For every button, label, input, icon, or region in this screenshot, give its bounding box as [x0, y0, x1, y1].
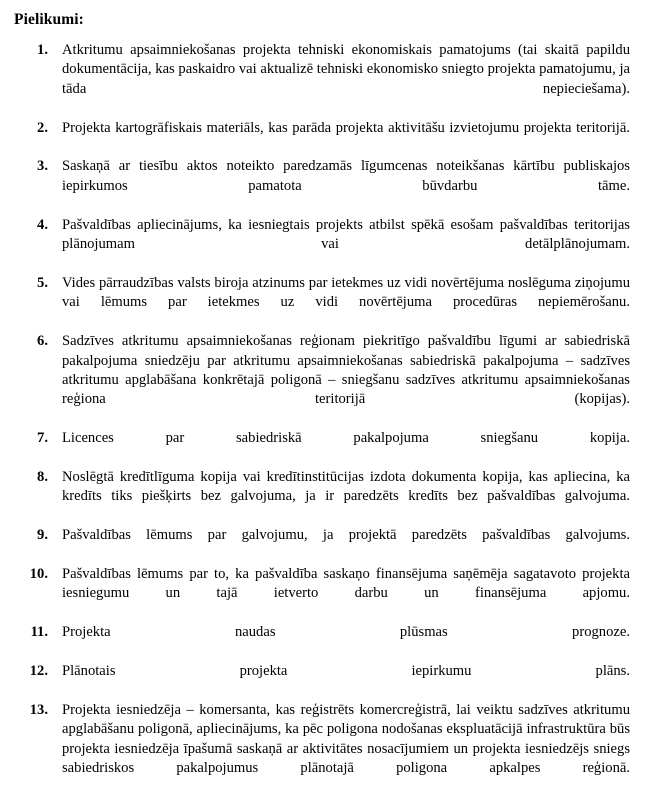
list-item-number: 1.: [37, 42, 48, 58]
list-item: [0, 332, 645, 429]
list-item-text: Vides pārraudzības valsts biroja atzinums par ietekmes uz vidi novērtējuma noslēguma ziņojumu vai lēmums par ietekmes uz vidi novērtējuma procedūras nepiemērošanu.: [62, 274, 630, 311]
list-item-number: 9.: [37, 527, 48, 544]
list-item-text: Plānotais projekta iepirkumu plāns.: [62, 663, 630, 679]
list-item: [0, 119, 645, 158]
list-item-text: Sadzīves atkritumu apsaimniekošanas reģionam piekritīgo pašvaldību līgumi ar sabiedriskā pakalpojuma sniedzēju par atkritumu apsaimniekošanas sabiedriskā pakalpojuma – sadzīves atkritumu apglabāšana konkrētajā poligonā – sniegšanu sadzīves atkritumu apsaimniekošanas reģiona teritorijā (kopijas).: [62, 333, 630, 408]
list-item-text: Pašvaldības apliecinājums, ka iesniegtais projekts atbilst spēkā esošam pašvaldības teritorijas plānojumam vai detālplānojumam.: [62, 216, 630, 253]
list-item: [0, 662, 645, 701]
list-item: [0, 623, 645, 662]
list-item: [0, 429, 645, 468]
list-item: [0, 468, 645, 526]
list-item-text: Projekta naudas plūsmas prognoze.: [62, 624, 630, 641]
page-title: Pielikumi:: [14, 11, 84, 28]
list-item: [0, 274, 645, 332]
list-item-text: Licences par sabiedriskā pakalpojuma sniegšanu kopija.: [62, 430, 630, 447]
list-item: [0, 216, 645, 274]
list-item-text: Projekta iesniedzēja – komersanta, kas reģistrēts komercreģistrā, lai veiktu sadzīves atkritumu apglabāšanu poligonā, apliecinājums, ka pēc poligona nodošanas ekspluatācijā infrastruktūra būs projekta iesniedzēja īpašumā saskaņā ar aktivitātes nosacījumiem un projekta iesniedzējs sniegs sabiedriskos pakalpojumus plānotajā poligona apkalpes reģionā.: [62, 701, 630, 777]
list-item-text: Pašvaldības lēmums par galvojumu, ja projektā paredzēts pašvaldības galvojums.: [62, 527, 630, 544]
list-item-number: 12.: [29, 663, 48, 679]
list-item-text: Pašvaldības lēmums par to, ka pašvaldība saskaņo finansējuma saņēmēja sagatavoto projekta iesniegumu un tajā ietverto darbu un finansējuma apjomu.: [62, 565, 630, 602]
list-item-number: 4.: [37, 216, 48, 233]
list-item-number: 5.: [37, 274, 48, 291]
list-item-text: Atkritumu apsaimniekošanas projekta tehniski ekonomiskais pamatojums (tai skaitā papildu dokumentācija, kas paskaidro vai aktualizē tehniski ekonomisko sniegto projekta pamatojumu, ja tāda nepieciešama).: [62, 42, 630, 97]
list-item: [0, 565, 645, 623]
list-item: [0, 526, 645, 565]
list-item-number: 3.: [37, 158, 48, 175]
list-item: [0, 157, 645, 215]
list-item-number: 6.: [37, 333, 48, 350]
list-item-number: 8.: [37, 468, 48, 485]
list-item: [0, 701, 645, 798]
list-item: [0, 41, 645, 119]
list-item-text: Noslēgtā kredītlīguma kopija vai kredītinstitūcijas izdota dokumenta kopija, kas apliecina, ka kredīts tiks piešķirts bez galvojuma, ja ir paredzēts kredīts bez pašvaldības galvojuma.: [62, 468, 630, 505]
list-item-number: 10.: [29, 565, 48, 582]
list-item-number: 11.: [30, 624, 48, 641]
list-item-text: Saskaņā ar tiesību aktos noteikto paredzamās līgumcenas noteikšanas kārtību publiskajos iepirkumos pamatota būvdarbu tāme.: [62, 158, 630, 194]
list-item-text: Projekta kartogrāfiskais materiāls, kas parāda projekta aktivitāšu izvietojumu projekta teritorijā.: [62, 119, 630, 136]
list-item-number: 13.: [29, 701, 48, 718]
attachments-list: [0, 41, 645, 798]
list-item-number: 7.: [37, 430, 48, 447]
list-item-number: 2.: [37, 119, 48, 136]
